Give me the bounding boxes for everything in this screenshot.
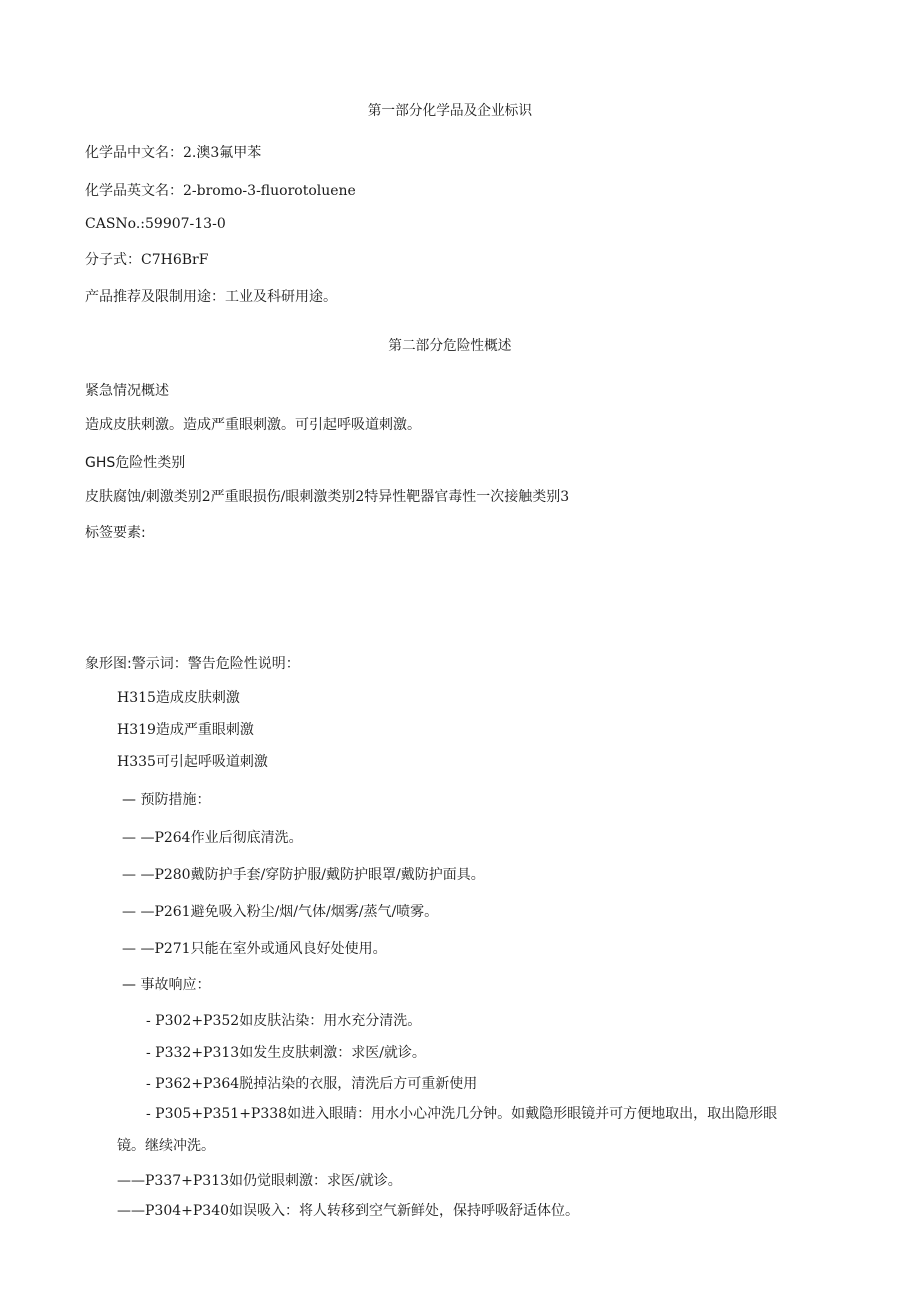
section-1-title: 第一部分化学品及企业标识 [367, 103, 533, 119]
chemical-cn-name: 化学品中文名：2.澳3氟甲苯 [85, 145, 262, 161]
hazard-statement: H315造成皮肤刺激 [117, 690, 240, 706]
response-item-continuation: 镜。继续冲洗。 [117, 1138, 215, 1154]
hazard-statement: H319造成严重眼刺激 [117, 722, 254, 738]
response-item: - P332+P313如发生皮肤刺激：求医/就诊。 [146, 1045, 426, 1061]
en-name-label: 化学品英文名： [85, 183, 183, 199]
formula-value: C7H6BrF [141, 252, 209, 268]
hazard-statement: H335可引起呼吸道刺激 [117, 754, 268, 770]
usage-label: 产品推荐及限制用途： [85, 289, 225, 305]
response-item: - P362+P364脱掉沾染的衣服，清洗后方可重新使用 [146, 1076, 478, 1092]
label-elements-heading: 标签要素: [85, 525, 146, 541]
chemical-en-name [85, 182, 356, 200]
ghs-heading: GHS危险性类别 [85, 455, 186, 471]
response-item: - P302+P352如皮肤沾染：用水充分清洗。 [146, 1013, 422, 1029]
ghs-text: 皮肤腐蚀/刺激类别2严重眼损伤/眼刺激类别2特异性靶器官毒性一次接触类别3 [85, 489, 570, 505]
response-item: ——P304+P340如误吸入：将人转移到空气新鲜处，保持呼吸舒适体位。 [117, 1203, 580, 1219]
molecular-formula [85, 251, 208, 269]
prevention-item: — —P261避免吸入粉尘/烟/气体/烟雾/蒸气/喷雾。 [122, 904, 439, 920]
section-2-title: 第二部分危险性概述 [388, 338, 512, 354]
pictogram-signal-line: 象形图:警示词：警告危险性说明： [85, 656, 300, 672]
emergency-heading: 紧急情况概述 [85, 383, 169, 399]
emergency-text: 造成皮肤刺激。造成严重眼刺激。可引起呼吸道刺激。 [85, 417, 421, 433]
prevention-item: — —P264作业后彻底清洗。 [122, 830, 303, 846]
en-name-value: 2-bromo-3-fluorotoluene [183, 183, 356, 199]
prevention-heading: — 预防措施： [122, 792, 211, 808]
response-item: ——P337+P313如仍觉眼刺激：求医/就诊。 [117, 1173, 402, 1189]
prevention-item: — —P271只能在室外或通风良好处使用。 [122, 941, 387, 957]
recommended-usage [85, 288, 337, 306]
prevention-item: — —P280戴防护手套/穿防护服/戴防护眼罩/戴防护面具。 [122, 867, 485, 883]
usage-value: 工业及科研用途。 [225, 289, 337, 305]
cas-number: CASNo.:59907-13-0 [85, 216, 226, 232]
formula-label: 分子式： [85, 252, 141, 268]
response-heading: — 事故响应： [122, 977, 211, 993]
response-item: - P305+P351+P338如进入眼睛：用水小心冲洗几分钟。如戴隐形眼镜并可方便地取出，取出隐形眼 [146, 1106, 778, 1122]
